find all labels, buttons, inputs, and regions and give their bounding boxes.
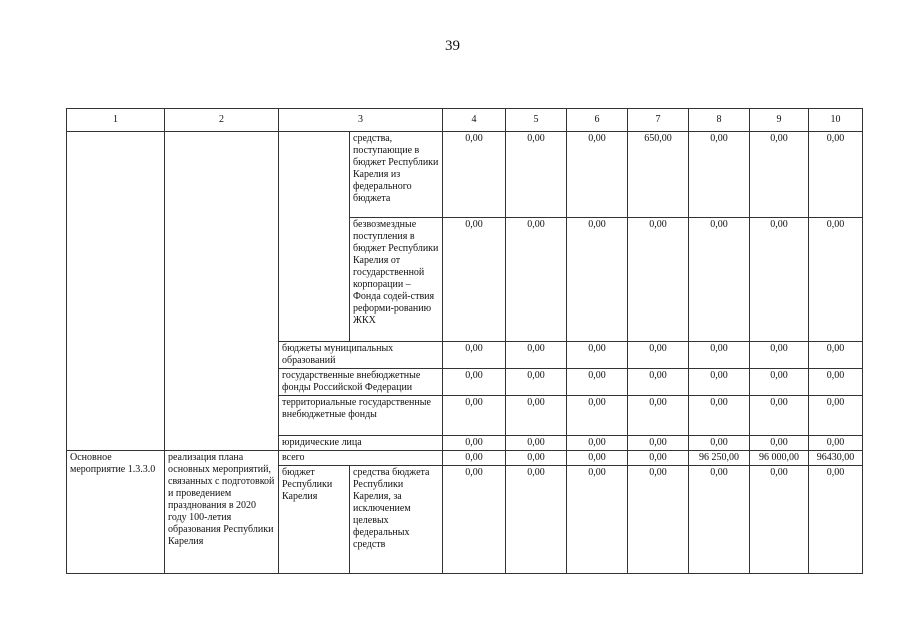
row-label: юридические лица [279, 436, 443, 451]
value-cell: 0,00 [689, 132, 750, 218]
row-label: всего [279, 451, 443, 466]
value-cell: 0,00 [809, 132, 863, 218]
value-cell: 0,00 [628, 369, 689, 396]
value-cell: 0,00 [750, 132, 809, 218]
value-cell: 0,00 [506, 132, 567, 218]
row-label: территориальные государственные внебюджетные фонды [279, 396, 443, 436]
header-row [67, 109, 863, 132]
row-label: средства бюджета Республики Карелия, за исключением целевых федеральных средств [350, 466, 443, 574]
value-cell: 0,00 [628, 218, 689, 342]
value-cell: 0,00 [443, 218, 506, 342]
header-cell: 8 [689, 109, 750, 132]
header-cell: 4 [443, 109, 506, 132]
value-cell: 0,00 [506, 342, 567, 369]
budget-table [66, 108, 863, 574]
value-cell: 0,00 [689, 369, 750, 396]
value-cell: 0,00 [443, 132, 506, 218]
row-label: бюджеты муниципальных образований [279, 342, 443, 369]
value-cell: 0,00 [567, 396, 628, 436]
row-label: государственные внебюджетные фонды Российской Федерации [279, 369, 443, 396]
value-cell: 0,00 [809, 466, 863, 574]
value-cell: 0,00 [443, 396, 506, 436]
value-cell: 0,00 [506, 369, 567, 396]
value-cell: 0,00 [689, 466, 750, 574]
value-cell: 0,00 [567, 451, 628, 466]
header-cell: 6 [567, 109, 628, 132]
value-cell: 96 250,00 [689, 451, 750, 466]
empty-cell [67, 132, 165, 451]
value-cell: 0,00 [809, 218, 863, 342]
value-cell: 0,00 [628, 466, 689, 574]
value-cell: 0,00 [628, 396, 689, 436]
value-cell: 0,00 [567, 369, 628, 396]
value-cell: 0,00 [567, 436, 628, 451]
value-cell: 0,00 [506, 396, 567, 436]
value-cell: 96430,00 [809, 451, 863, 466]
value-cell: 96 000,00 [750, 451, 809, 466]
header-cell: 3 [279, 109, 443, 132]
value-cell: 0,00 [689, 218, 750, 342]
value-cell: 0,00 [443, 451, 506, 466]
value-cell: 0,00 [750, 218, 809, 342]
value-cell: 0,00 [689, 342, 750, 369]
page-number: 39 [445, 38, 460, 54]
value-cell: 0,00 [750, 396, 809, 436]
value-cell: 0,00 [506, 436, 567, 451]
header-cell: 7 [628, 109, 689, 132]
empty-cell [279, 132, 350, 342]
event-description: реализация плана основных мероприятий, связанных с подготовкой и проведением празднования в 2020 году 100-летия образования Республики Карелия [165, 451, 279, 574]
value-cell: 0,00 [506, 466, 567, 574]
value-cell: 0,00 [809, 396, 863, 436]
header-cell: 9 [750, 109, 809, 132]
value-cell: 0,00 [689, 396, 750, 436]
value-cell: 0,00 [506, 218, 567, 342]
value-cell: 0,00 [443, 466, 506, 574]
table-row-total [67, 451, 863, 466]
value-cell: 650,00 [628, 132, 689, 218]
value-cell: 0,00 [809, 436, 863, 451]
table-row-federal-funds [67, 132, 863, 218]
value-cell: 0,00 [506, 451, 567, 466]
value-cell: 0,00 [809, 342, 863, 369]
value-cell: 0,00 [750, 369, 809, 396]
event-name: Основное мероприятие 1.3.3.0 [67, 451, 165, 574]
value-cell: 0,00 [628, 342, 689, 369]
value-cell: 0,00 [750, 466, 809, 574]
value-cell: 0,00 [750, 436, 809, 451]
value-cell: 0,00 [750, 342, 809, 369]
budget-source: бюджет Республики Карелия [279, 466, 350, 574]
value-cell: 0,00 [443, 369, 506, 396]
value-cell: 0,00 [443, 436, 506, 451]
value-cell: 0,00 [809, 369, 863, 396]
row-label: безвозмездные поступления в бюджет Республики Карелия от государственной корпорации – Фонда содей-ствия реформи-рованию ЖКХ [350, 218, 443, 342]
header-cell: 5 [506, 109, 567, 132]
row-label: средства, поступающие в бюджет Республики Карелия из федерального бюджета [350, 132, 443, 218]
value-cell: 0,00 [567, 342, 628, 369]
header-cell: 10 [809, 109, 863, 132]
value-cell: 0,00 [628, 436, 689, 451]
value-cell: 0,00 [567, 218, 628, 342]
empty-cell [165, 132, 279, 451]
value-cell: 0,00 [628, 451, 689, 466]
value-cell: 0,00 [567, 132, 628, 218]
header-cell: 2 [165, 109, 279, 132]
value-cell: 0,00 [443, 342, 506, 369]
value-cell: 0,00 [689, 436, 750, 451]
header-cell: 1 [67, 109, 165, 132]
value-cell: 0,00 [567, 466, 628, 574]
